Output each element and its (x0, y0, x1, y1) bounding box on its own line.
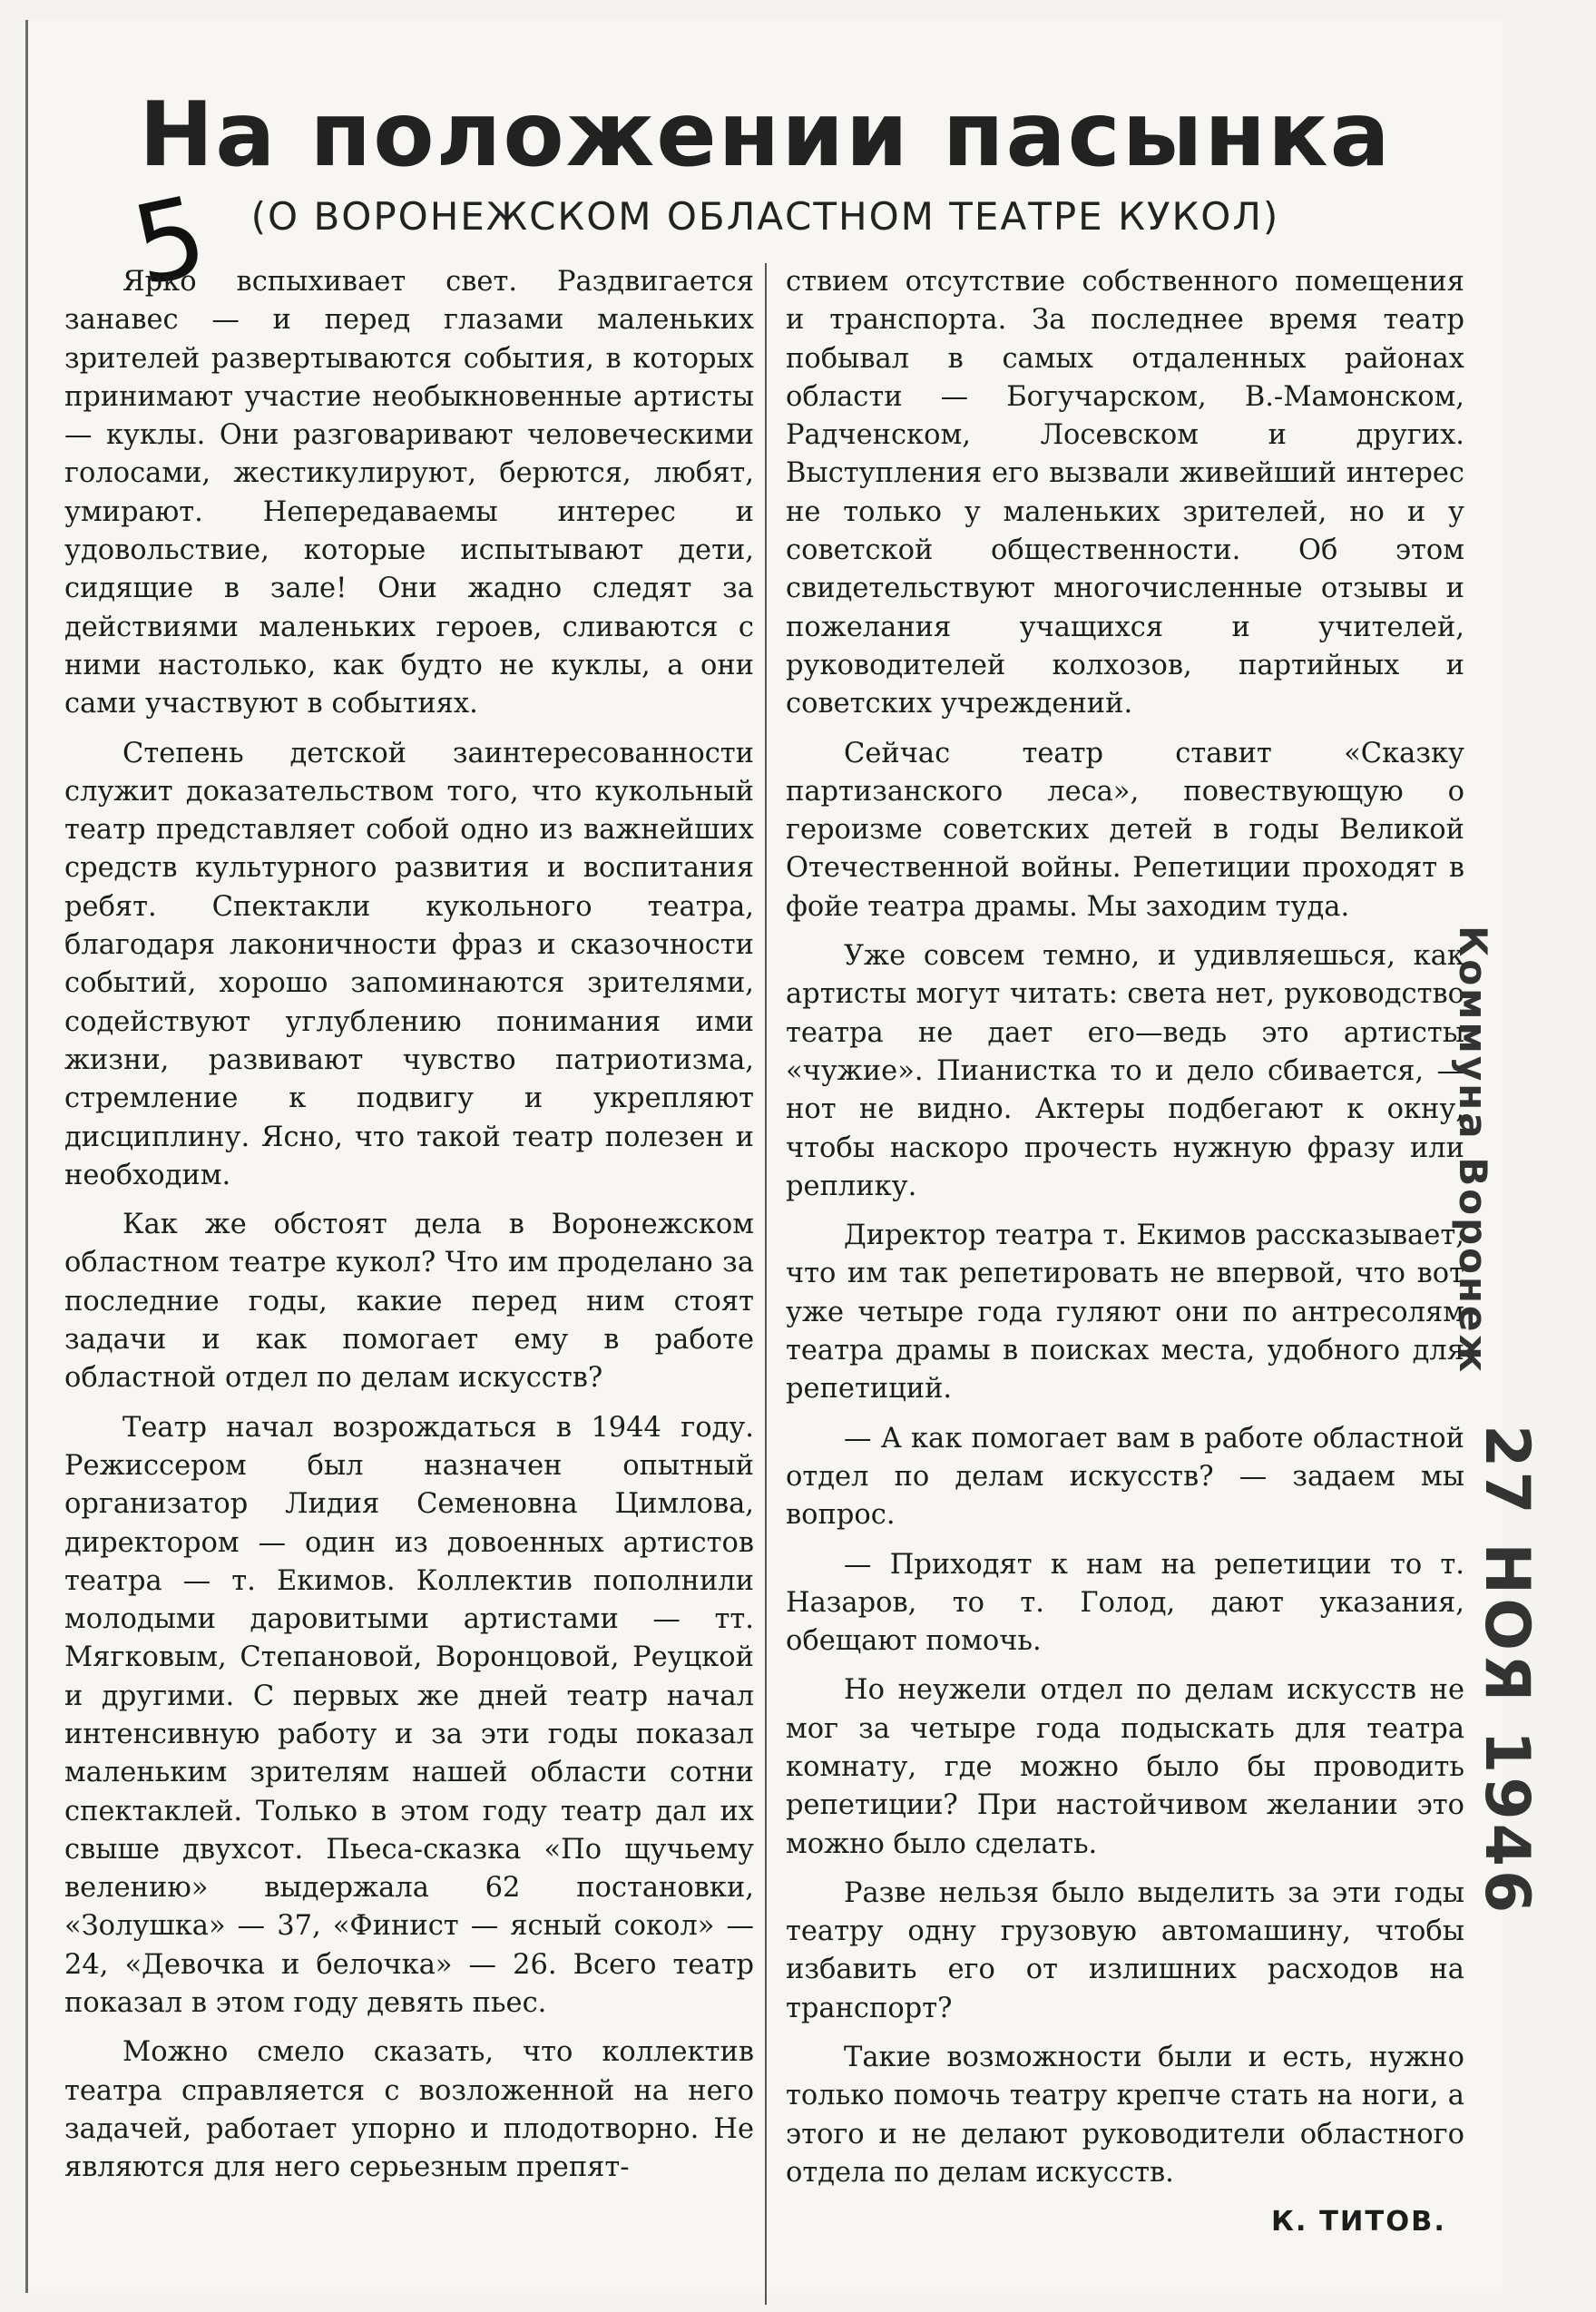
paragraph: Как же обстоят дела в Воронежском областном театре кукол? Что им проделано за последние годы, какие перед ним стоят задачи и как помогает ему в работе областной отдел по делам искусств? (64, 1209, 754, 1395)
paragraph: Можно смело сказать, что коллектив театра справляется с возложенной на него задачей, работает упорно и плодотворно. Не являются для него серьезным препят- (64, 2036, 754, 2184)
column-divider (765, 263, 767, 2305)
headline: На положении пасынка (139, 83, 1392, 187)
handwritten-mark: 5 (122, 172, 217, 311)
paragraph: Театр начал возрождаться в 1944 году. Режиссером был назначен опытный организатор Лидия Семеновна Цимлова, директором — один из довоенных артистов театра — т. Екимов. Коллектив пополнили молодыми даровитыми артистами — тт. Мягковым, Степановой, Воронцовой, Реуцкой и другими. С первых же дней театр начал интенсивную работу и за эти годы показал маленьким зрителям нашей области сотни спектаклей. Только в этом году театр дал их свыше двухсот. Пьеса-сказка «По щучьему велению» выдержала 62 постановки, «Золушка» — 37, «Финист — ясный сокол» — 24, «Девочка и белочка» — 26. Всего театр показал в этом году девять пьес. (64, 1411, 754, 2020)
paragraph: — А как помогает вам в работе областной отдел по делам искусств? — задаем мы вопрос. (786, 1422, 1464, 1532)
source-stamp: Коммуна Воронеж (1451, 926, 1495, 1376)
newspaper-clipping (25, 20, 1503, 2293)
right-column (786, 263, 1464, 2242)
paragraph: Разве нельзя было выделить за эти годы театру одну грузовую автомашину, чтобы избавить его от излишних расходов на транспорт? (786, 1876, 1464, 2024)
paragraph: Ярко вспыхивает свет. Раздвигается занавес — и перед глазами маленьких зрителей развертываются события, в которых принимают участие необыкновенные артисты — куклы. Они разговаривают человеческими голосами, жестикулируют, берются, любят, умирают. Непередаваемы интерес и удовольствие, которые испытывают дети, сидящие в зале! Они жадно следят за действиями маленьких героев, сливаются с ними настолько, как будто не куклы, а они сами участвуют в событиях. (64, 266, 754, 720)
author-signature: К. ТИТОВ. (1270, 2206, 1446, 2239)
paragraph: Степень детской заинтересованности служит доказательством того, что кукольный театр представляет собой одно из важнейших средств культурного развития и воспитания ребят. Спектакли кукольного театра, благодаря лаконичности фраз и сказочности событий, хорошо запоминаются зрителями, содействуют углублению понимания ими жизни, развивают чувство патриотизма, стремление к подвигу и укрепляют дисциплину. Ясно, что такой театр полезен и необходим. (64, 737, 754, 1191)
paragraph: Сейчас театр ставит «Сказку партизанского леса», повествующую о героизме советских детей в годы Великой Отечественной войны. Репетиции проходят в фойе театра драмы. Мы заходим туда. (786, 737, 1464, 923)
subheadline: (О ВОРОНЕЖСКОМ ОБЛАСТНОМ ТЕАТРЕ КУКОЛ) (250, 194, 1280, 239)
left-column (64, 263, 754, 2199)
date-stamp: 27 НОЯ 1946 (1471, 1425, 1542, 1917)
paragraph: Директор театра т. Екимов рассказывает, что им так репетировать не впервой, что вот уже четыре года гуляют они по антресолям театра драмы в поисках места, удобного для репетиций. (786, 1220, 1464, 1406)
paragraph: — Приходят к нам на репетиции то т. Назаров, то т. Голод, дают указания, обещают помочь. (786, 1548, 1464, 1658)
paragraph: Такие возможности были и есть, нужно только помочь театру крепче стать на ноги, а этого и не делают руководители областного отдела по делам искусств. (786, 2042, 1464, 2189)
paragraph: Но неужели отдел по делам искусств не мог за четыре года подыскать для театра комнату, где можно было бы проводить репетиции? При настойчивом желании это можно было сделать. (786, 1674, 1464, 1860)
paragraph: Уже совсем темно, и удивляешься, как артисты могут читать: света нет, руководство театра не дает его—ведь это артисты «чужие». Пианистка то и дело сбивается, — нот не видно. Актеры подбегают к окну, чтобы наскоро прочесть нужную фразу или реплику. (786, 940, 1464, 1202)
paragraph: ствием отсутствие собственного помещения и транспорта. За последнее время театр побывал в самых отдаленных районах области — Богучарском, В.-Мамонском, Радченском, Лосевском и других. Выступления его вызвали живейший интерес не только у маленьких зрителей, но и у советской общественности. Об этом свидетельствуют многочисленные отзывы и пожелания учащихся и учителей, руководителей колхозов, партийных и советских учреждений. (786, 266, 1464, 720)
